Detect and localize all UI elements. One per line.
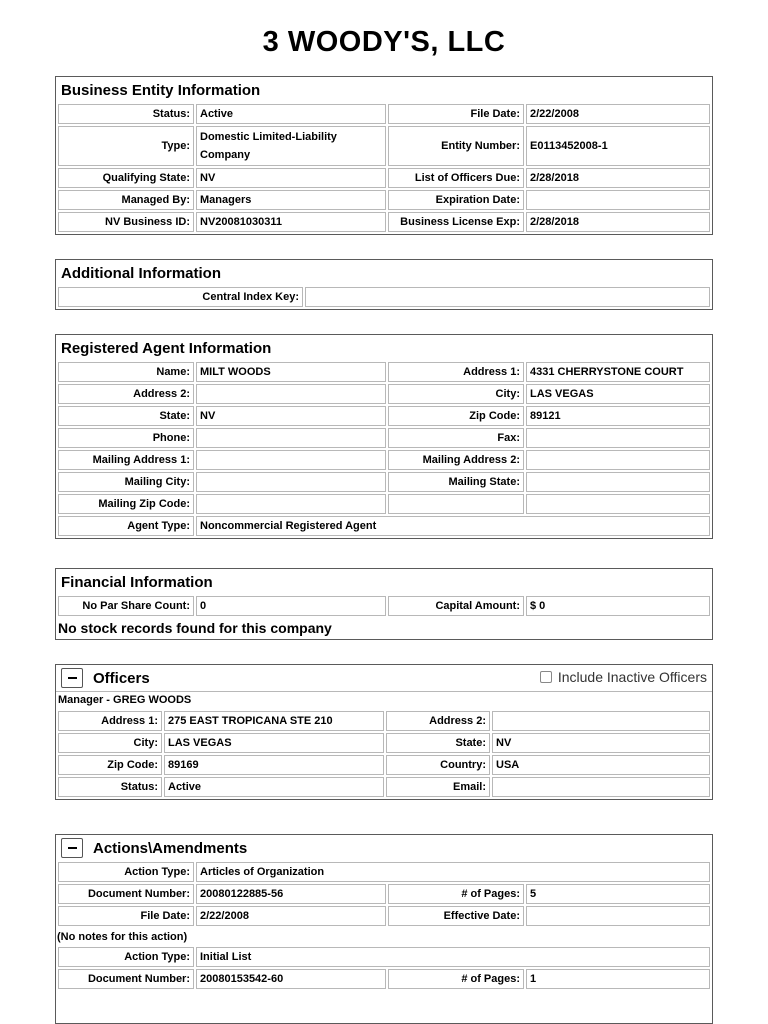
minus-icon: [68, 847, 77, 849]
field-label: Business License Exp:: [388, 212, 524, 232]
field-label: [388, 494, 524, 514]
field-value: [196, 450, 386, 470]
table-row: [58, 947, 710, 967]
field-value: Domestic Limited-Liability Company: [196, 126, 386, 166]
officers-heading: Officers: [93, 669, 150, 687]
financial-section: [55, 568, 713, 640]
additional-info-table: [56, 285, 712, 309]
business-entity-table: [56, 102, 712, 234]
field-label: Mailing Address 1:: [58, 450, 194, 470]
field-label: State:: [58, 406, 194, 426]
field-value: NV: [196, 406, 386, 426]
table-row: [58, 104, 710, 124]
field-label: Action Type:: [58, 862, 194, 882]
financial-heading: Financial Information: [61, 573, 213, 591]
field-value: [196, 472, 386, 492]
additional-info-heading: Additional Information: [61, 264, 221, 282]
field-label: State:: [386, 733, 490, 753]
table-row: [58, 711, 710, 731]
field-label: Central Index Key:: [58, 287, 303, 307]
field-value: USA: [492, 755, 710, 775]
table-row: [58, 733, 710, 753]
page-title: 3 WOODY'S, LLC: [262, 26, 506, 58]
field-label: Type:: [58, 126, 194, 166]
table-row: [58, 287, 710, 307]
registered-agent-table: [56, 360, 712, 538]
field-value: 2/22/2008: [196, 906, 386, 926]
field-value: 275 EAST TROPICANA STE 210: [164, 711, 384, 731]
table-row: [58, 406, 710, 426]
collapse-actions-button[interactable]: [61, 838, 83, 858]
field-label: Country:: [386, 755, 490, 775]
field-label: City:: [388, 384, 524, 404]
field-label: Phone:: [58, 428, 194, 448]
field-label: Entity Number:: [388, 126, 524, 166]
field-value: [492, 711, 710, 731]
action-1-table: [56, 860, 712, 928]
field-label: Fax:: [388, 428, 524, 448]
field-label: Status:: [58, 104, 194, 124]
table-row: [58, 190, 710, 210]
field-value: 20080153542-60: [196, 969, 386, 989]
field-label: Mailing State:: [388, 472, 524, 492]
table-row: [58, 472, 710, 492]
table-row: [58, 362, 710, 382]
field-value: 2/28/2018: [526, 212, 710, 232]
additional-info-section: [55, 259, 713, 310]
field-value: Active: [164, 777, 384, 797]
registered-agent-heading: Registered Agent Information: [61, 339, 272, 357]
table-row: [58, 450, 710, 470]
field-label: Effective Date:: [388, 906, 524, 926]
field-label: Mailing Zip Code:: [58, 494, 194, 514]
field-value: 0: [196, 596, 386, 616]
table-row: [58, 884, 710, 904]
field-value: [526, 494, 710, 514]
officer-name: Manager - GREG WOODS: [56, 691, 712, 710]
field-label: Address 1:: [58, 711, 162, 731]
field-value: [526, 472, 710, 492]
field-value: 1: [526, 969, 710, 989]
table-row: [58, 755, 710, 775]
registered-agent-section: [55, 334, 713, 539]
table-row: [58, 494, 710, 514]
section-heading: [56, 77, 712, 103]
field-label: Status:: [58, 777, 162, 797]
field-label: City:: [58, 733, 162, 753]
table-row: [58, 862, 710, 882]
field-label: Address 2:: [386, 711, 490, 731]
actions-section: [55, 834, 713, 1024]
field-label: Managed By:: [58, 190, 194, 210]
field-value: [305, 287, 710, 307]
officers-section: [55, 664, 713, 800]
field-value: NV: [196, 168, 386, 188]
actions-heading: Actions\Amendments: [93, 839, 248, 857]
table-row: [58, 384, 710, 404]
field-value: Articles of Organization: [196, 862, 710, 882]
financial-table: [56, 594, 712, 618]
table-row: [58, 168, 710, 188]
field-value: [196, 494, 386, 514]
business-entity-section: [55, 76, 713, 235]
field-value: 4331 CHERRYSTONE COURT: [526, 362, 710, 382]
field-value: E0113452008-1: [526, 126, 710, 166]
field-value: [526, 906, 710, 926]
field-value: [526, 450, 710, 470]
section-heading: [56, 665, 712, 691]
field-label: Name:: [58, 362, 194, 382]
field-value: NV: [492, 733, 710, 753]
field-label: NV Business ID:: [58, 212, 194, 232]
field-value: 20080122885-56: [196, 884, 386, 904]
field-label: List of Officers Due:: [388, 168, 524, 188]
officers-table: [56, 709, 712, 799]
section-heading: [56, 835, 712, 861]
field-value: LAS VEGAS: [526, 384, 710, 404]
field-label: Zip Code:: [58, 755, 162, 775]
field-value: Initial List: [196, 947, 710, 967]
field-value: Noncommercial Registered Agent: [196, 516, 710, 536]
table-row: [58, 969, 710, 989]
table-row: [58, 777, 710, 797]
include-inactive-toggle[interactable]: [540, 669, 707, 685]
field-value: MILT WOODS: [196, 362, 386, 382]
field-label: # of Pages:: [388, 969, 524, 989]
field-label: Document Number:: [58, 969, 194, 989]
field-label: # of Pages:: [388, 884, 524, 904]
field-value: [196, 428, 386, 448]
field-value: 2/28/2018: [526, 168, 710, 188]
field-value: Managers: [196, 190, 386, 210]
field-label: File Date:: [58, 906, 194, 926]
table-row: [58, 906, 710, 926]
section-heading: [56, 569, 712, 595]
field-label: Mailing Address 2:: [388, 450, 524, 470]
field-label: Capital Amount:: [388, 596, 524, 616]
field-label: Address 2:: [58, 384, 194, 404]
field-value: 89169: [164, 755, 384, 775]
section-heading: [56, 335, 712, 361]
no-stock-note: No stock records found for this company: [58, 620, 332, 636]
field-label: Email:: [386, 777, 490, 797]
field-label: Document Number:: [58, 884, 194, 904]
field-value: 5: [526, 884, 710, 904]
action-note: (No notes for this action): [57, 931, 188, 943]
field-label: Mailing City:: [58, 472, 194, 492]
action-2-table: [56, 945, 712, 991]
minus-icon: [68, 677, 77, 679]
field-value: Active: [196, 104, 386, 124]
field-label: Action Type:: [58, 947, 194, 967]
business-entity-heading: Business Entity Information: [61, 81, 261, 99]
include-inactive-label: Include Inactive Officers: [557, 669, 707, 685]
field-value: [526, 428, 710, 448]
table-row: [58, 428, 710, 448]
collapse-officers-button[interactable]: [61, 668, 83, 688]
field-label: Qualifying State:: [58, 168, 194, 188]
field-label: Zip Code:: [388, 406, 524, 426]
field-value: [526, 190, 710, 210]
include-inactive-checkbox[interactable]: [540, 671, 552, 683]
field-value: NV20081030311: [196, 212, 386, 232]
field-label: Agent Type:: [58, 516, 194, 536]
table-row: [58, 596, 710, 616]
section-heading: [56, 260, 712, 286]
field-value: [196, 384, 386, 404]
field-label: Expiration Date:: [388, 190, 524, 210]
field-label: File Date:: [388, 104, 524, 124]
field-value: 2/22/2008: [526, 104, 710, 124]
table-row: [58, 126, 710, 166]
field-value: $ 0: [526, 596, 710, 616]
field-value: LAS VEGAS: [164, 733, 384, 753]
table-row: [58, 212, 710, 232]
field-label: No Par Share Count:: [58, 596, 194, 616]
field-value: 89121: [526, 406, 710, 426]
field-label: Address 1:: [388, 362, 524, 382]
table-row: [58, 516, 710, 536]
field-value: [492, 777, 710, 797]
